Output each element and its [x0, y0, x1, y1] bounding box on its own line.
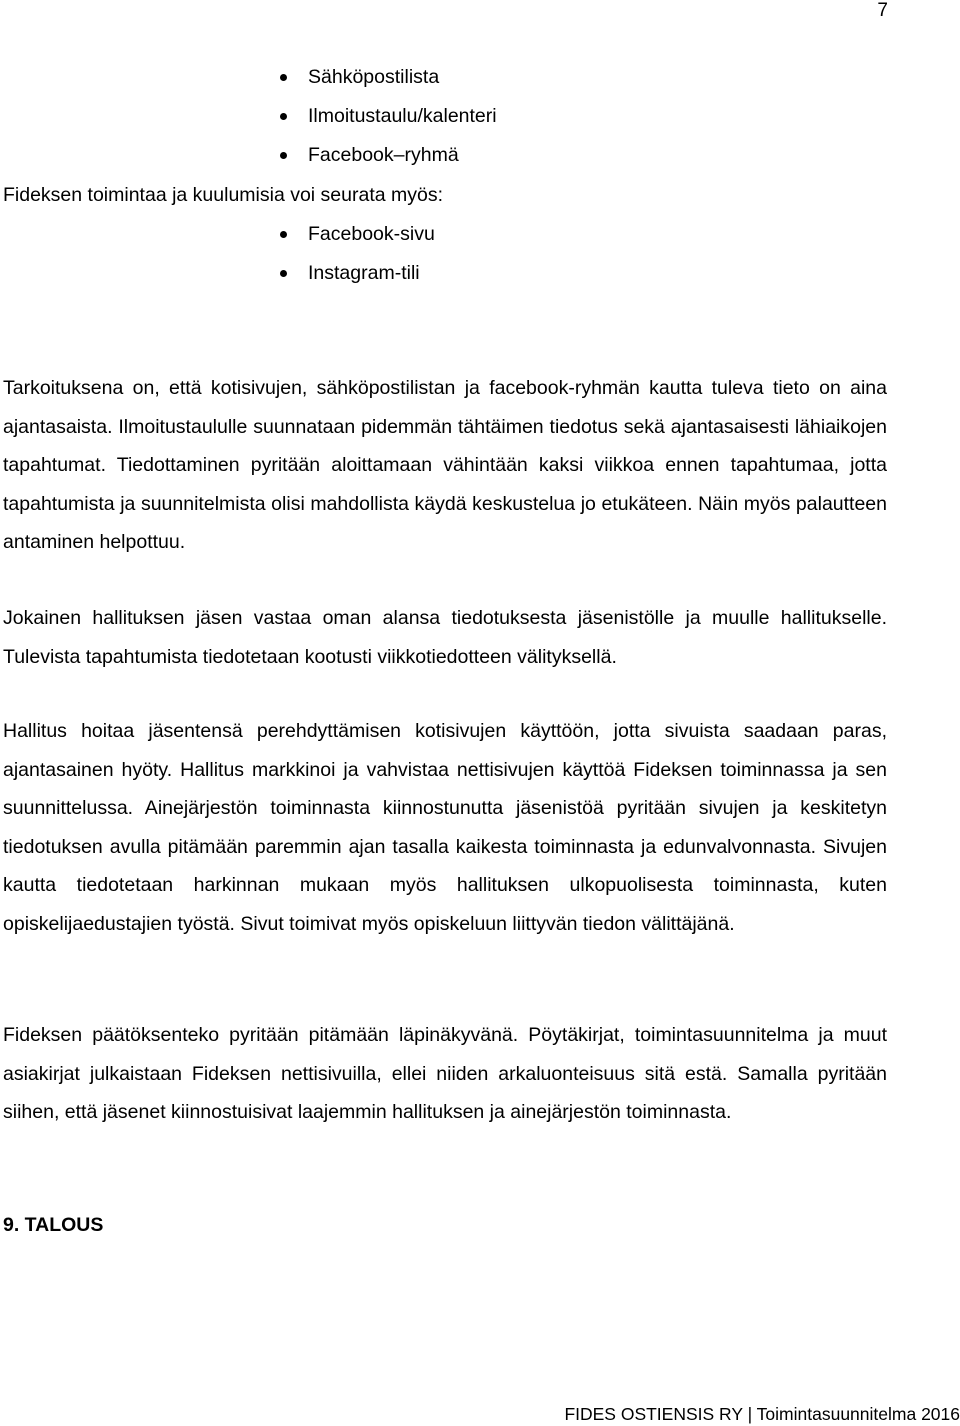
page-footer: FIDES OSTIENSIS RY | Toimintasuunnitelma 2016 — [564, 1404, 960, 1424]
bullet-icon — [280, 152, 287, 159]
list-item-text: Facebook-sivu — [308, 223, 435, 245]
list-item-text: Sähköpostilista — [308, 66, 440, 88]
list-item — [0, 58, 497, 97]
list-item — [0, 215, 435, 254]
bullet-icon — [280, 113, 287, 120]
list-item-text: Ilmoitustaulu/kalenteri — [308, 105, 497, 127]
paragraph-information-purpose: Tarkoituksena on, että kotisivujen, sähköpostilistan ja facebook-ryhmän kautta tuleva tieto on aina ajantasaista. Ilmoitustaululle suunnataan pidemmän tähtäimen tiedotus sekä ajantasaisesti lähiaikojen tapahtumat. Tiedottaminen pyritään aloittamaan vähintään kaksi viikkoa ennen tapahtumaa, jotta tapahtumista ja suunnitelmista olisi mahdollista käydä keskustelua jo etukäteen. Näin myös palautteen antaminen helpottuu. — [3, 377, 887, 553]
paragraph-transparency: Fideksen päätöksenteko pyritään pitämään läpinäkyvänä. Pöytäkirjat, toimintasuunnitelma ja muut asiakirjat julkaistaan Fideksen nettisivuilla, ellei niiden arkaluonteisuus sitä estä. Samalla pyritään siihen, että jäsenet kiinnostuisivat laajemmin hallituksen ja ainejärjestön toiminnasta. — [3, 1024, 887, 1123]
list-item-text: Facebook–ryhmä — [308, 144, 459, 166]
page-number: 7 — [877, 0, 888, 21]
contact-channel-list — [0, 58, 497, 175]
list-item — [0, 254, 435, 293]
list-item-text: Instagram-tili — [308, 262, 420, 284]
section-heading: 9. TALOUS — [3, 1214, 104, 1236]
list-item — [0, 97, 497, 136]
paragraph-website-usage: Hallitus hoitaa jäsentensä perehdyttämisen kotisivujen käyttöön, jotta sivuista saadaan paras, ajantasainen hyöty. Hallitus markkinoi ja vahvistaa nettisivujen käyttöä Fideksen toiminnassa ja sen suunnittelussa. Ainejärjestön toiminnasta kiinnostunutta jäsenistöä pyritään sivujen ja keskitetyn tiedotuksen avulla pitämään paremmin ajan tasalla kaikesta toiminnasta ja edunvalvonnasta. Sivujen kautta tiedotetaan harkinnan mukaan myös hallituksen ulkopuolisesta toiminnasta, kuten opiskelijaedustajien työstä. Sivut toimivat myös opiskeluun liittyvän tiedon välittäjänä. — [3, 720, 887, 935]
intro-text: Fideksen toimintaa ja kuulumisia voi seurata myös: — [3, 184, 444, 206]
social-media-list — [0, 215, 435, 293]
bullet-icon — [280, 270, 287, 277]
bullet-icon — [280, 74, 287, 81]
bullet-icon — [280, 231, 287, 238]
list-item — [0, 136, 497, 175]
paragraph-board-responsibility: Jokainen hallituksen jäsen vastaa oman alansa tiedotuksesta jäsenistölle ja muulle hallitukselle. Tulevista tapahtumista tiedotetaan kootusti viikkotiedotteen välityksellä. — [3, 607, 887, 668]
